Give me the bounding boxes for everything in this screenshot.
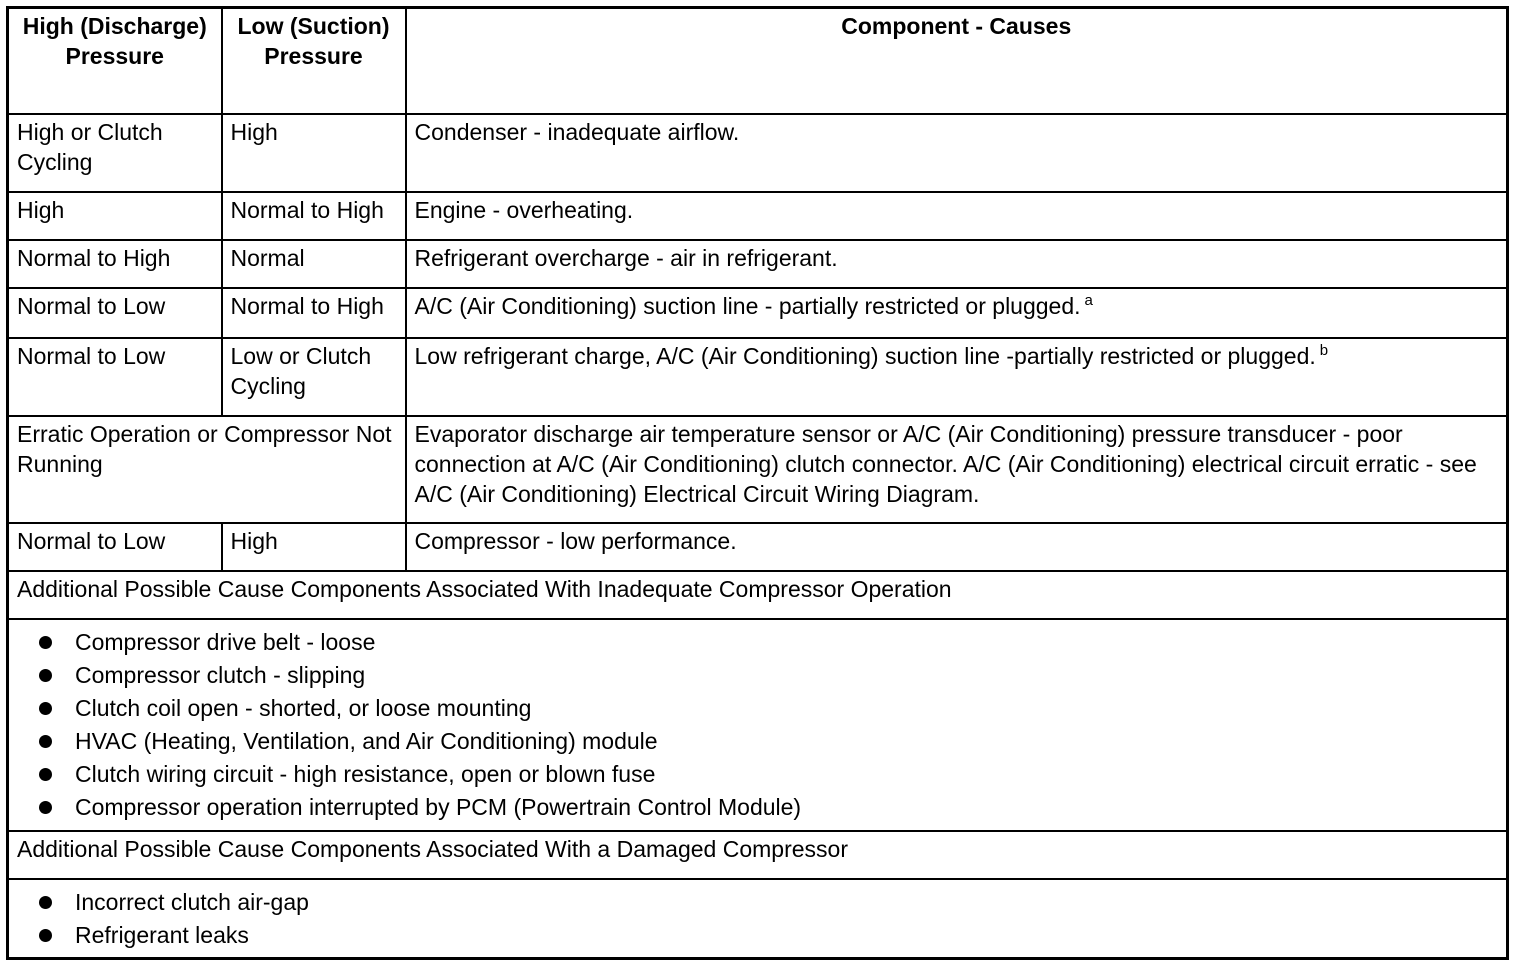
- cell-low-pressure: High: [222, 114, 406, 192]
- cell-low-pressure: Low or Clutch Cycling: [222, 338, 406, 416]
- bullet-icon: [39, 636, 52, 649]
- list-item-text: Compressor operation interrupted by PCM (Powertrain Control Module): [75, 793, 802, 820]
- table-header-row: [8, 8, 1508, 114]
- cause-text: Condenser - inadequate airflow.: [414, 118, 740, 145]
- header-component-causes: Component - Causes: [406, 8, 1508, 114]
- list-item: [35, 659, 1498, 692]
- cause-text: A/C (Air Conditioning) suction line - partially restricted or plugged.: [414, 292, 1081, 319]
- list-item-text: Clutch coil open - shorted, or loose mounting: [75, 694, 532, 721]
- bullet-icon: [39, 735, 52, 748]
- cell-high-pressure: High or Clutch Cycling: [8, 114, 222, 192]
- footnote-marker-a: a: [1084, 291, 1093, 309]
- section-header-row: [8, 831, 1508, 879]
- diagnostic-table-wrapper: [6, 6, 1509, 960]
- bullet-icon: [39, 702, 52, 715]
- section-list-cell: [8, 879, 1508, 959]
- pressure-diagnosis-table: [6, 6, 1509, 960]
- list-item-text: HVAC (Heating, Ventilation, and Air Conditioning) module: [75, 727, 658, 754]
- bullet-icon: [39, 669, 52, 682]
- table-row: [8, 523, 1508, 571]
- list-item-text: Compressor drive belt - loose: [75, 628, 376, 655]
- list-item-text: Clutch wiring circuit - high resistance, open or blown fuse: [75, 760, 656, 787]
- table-row: [8, 288, 1508, 338]
- cell-cause: [406, 240, 1508, 288]
- cause-text: Engine - overheating.: [414, 196, 634, 223]
- cell-low-pressure: Normal to High: [222, 288, 406, 338]
- footnote-marker-b: b: [1319, 341, 1329, 359]
- list-item: [35, 758, 1498, 791]
- cell-low-pressure: Normal: [222, 240, 406, 288]
- list-item-text: Refrigerant leaks: [75, 921, 249, 948]
- table-row: [8, 192, 1508, 240]
- bullet-icon: [39, 801, 52, 814]
- table-row: [8, 338, 1508, 416]
- section-list-row: [8, 619, 1508, 831]
- cause-text: Evaporator discharge air temperature sensor or A/C (Air Conditioning) pressure transducer - poor connection at A/C (Air Conditioning) clutch connector. A/C (Air Conditioning) electrical circuit erratic - see A/C (Air Conditioning) Electrical Circuit Wiring Diagram.: [414, 420, 1477, 507]
- cell-cause: [406, 416, 1508, 523]
- section-title-inadequate-operation: Additional Possible Cause Components Associated With Inadequate Compressor Operation: [8, 571, 1508, 619]
- cell-cause: [406, 338, 1508, 416]
- section-header-row: [8, 571, 1508, 619]
- section-list-cell: [8, 619, 1508, 831]
- bullet-list-damaged-compressor: [17, 886, 1498, 952]
- cell-high-pressure: Normal to Low: [8, 288, 222, 338]
- cell-cause: [406, 288, 1508, 338]
- cell-cause: [406, 192, 1508, 240]
- header-high-pressure: High (Discharge) Pressure: [8, 8, 222, 114]
- cell-merged-pressure: Erratic Operation or Compressor Not Running: [8, 416, 406, 523]
- cell-high-pressure: Normal to Low: [8, 338, 222, 416]
- cell-cause: [406, 523, 1508, 571]
- bullet-list-inadequate-operation: [17, 626, 1498, 824]
- list-item-text: Incorrect clutch air-gap: [75, 888, 309, 915]
- bullet-icon: [39, 768, 52, 781]
- list-item: [35, 692, 1498, 725]
- header-low-pressure: Low (Suction) Pressure: [222, 8, 406, 114]
- section-list-row: [8, 879, 1508, 959]
- list-item: [35, 886, 1498, 919]
- bullet-icon: [39, 896, 52, 909]
- cause-text: Refrigerant overcharge - air in refrigerant.: [414, 244, 838, 271]
- cell-high-pressure: Normal to Low: [8, 523, 222, 571]
- bullet-icon: [39, 929, 52, 942]
- list-item: [35, 919, 1498, 952]
- list-item-text: Compressor clutch - slipping: [75, 661, 366, 688]
- cell-cause: [406, 114, 1508, 192]
- cause-text: Low refrigerant charge, A/C (Air Conditioning) suction line -partially restricted or plugged.: [414, 342, 1316, 369]
- table-row: [8, 240, 1508, 288]
- cell-high-pressure: High: [8, 192, 222, 240]
- table-row: [8, 114, 1508, 192]
- table-row: [8, 416, 1508, 523]
- cause-text: Compressor - low performance.: [414, 527, 737, 554]
- list-item: [35, 626, 1498, 659]
- list-item: [35, 791, 1498, 824]
- cell-high-pressure: Normal to High: [8, 240, 222, 288]
- cell-low-pressure: Normal to High: [222, 192, 406, 240]
- section-title-damaged-compressor: Additional Possible Cause Components Associated With a Damaged Compressor: [8, 831, 1508, 879]
- cell-low-pressure: High: [222, 523, 406, 571]
- list-item: [35, 725, 1498, 758]
